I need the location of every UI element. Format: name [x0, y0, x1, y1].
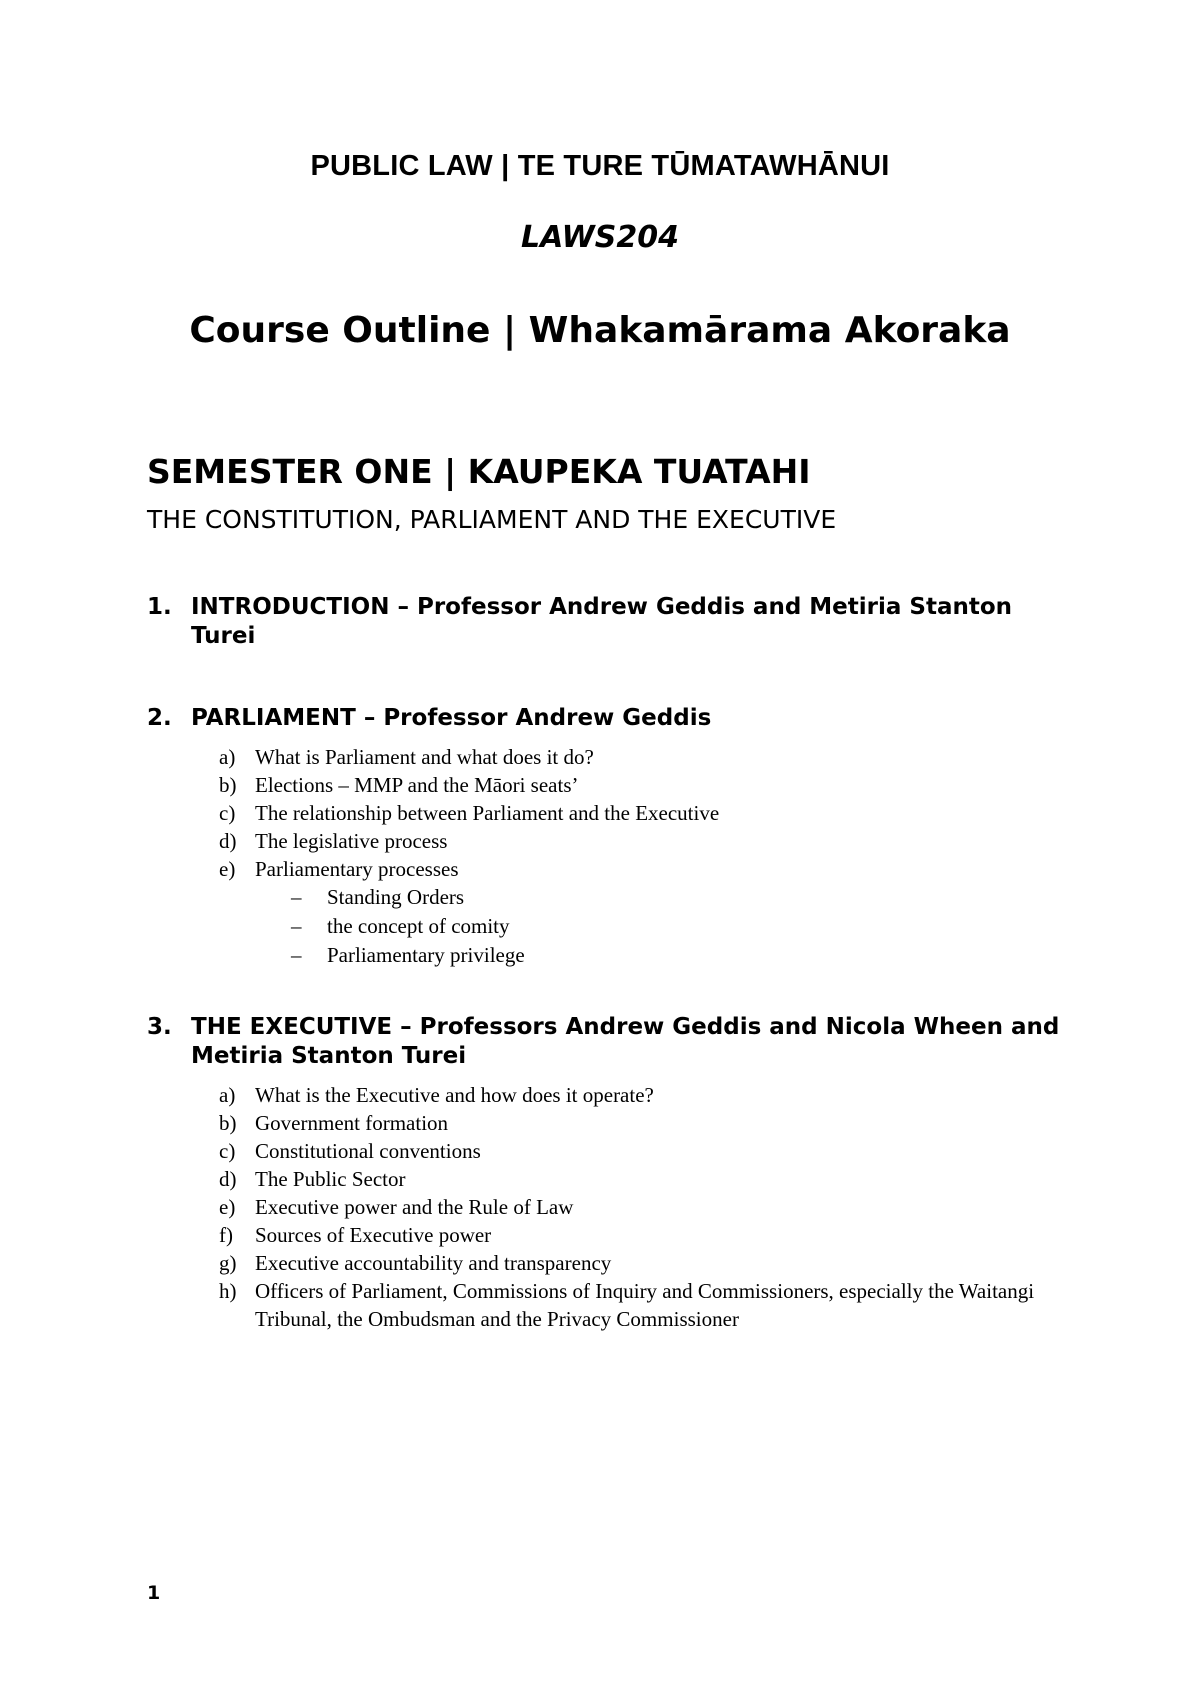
section-heading: [147, 704, 1077, 733]
semester-heading: SEMESTER ONE | KAUPEKA TUATAHI: [147, 452, 811, 491]
dash-bullet: –: [291, 943, 302, 967]
page-number: 1: [147, 1582, 161, 1604]
item-text: The relationship between Parliament and the Executive: [255, 801, 720, 825]
document-title: Course Outline | Whakamārama Akoraka: [189, 310, 1011, 351]
item-letter: e): [219, 857, 236, 881]
item-text: The legislative process: [255, 829, 448, 853]
topic-list: [147, 743, 1077, 883]
item-letter: e): [219, 1195, 236, 1219]
section-title: INTRODUCTION – Professor Andrew Geddis and Metiria Stanton Turei: [191, 594, 1013, 649]
item-text: Officers of Parliament, Commissions of Inquiry and Commissioners, especially the Waitangi Tribunal, the Ombudsman and the Privacy Commissioner: [255, 1279, 1035, 1331]
dash-bullet: –: [291, 885, 302, 909]
item-text: The Public Sector: [255, 1167, 406, 1191]
list-item: [147, 1137, 1077, 1165]
list-item: [147, 1109, 1077, 1137]
section-heading: [147, 1013, 1077, 1071]
item-letter: d): [219, 829, 237, 853]
item-letter: g): [219, 1251, 237, 1275]
section-parliament: [147, 704, 1077, 970]
item-letter: a): [219, 745, 236, 769]
item-text: Elections – MMP and the Māori seats’: [255, 773, 579, 797]
section-heading: [147, 593, 1077, 651]
section-number: 3.: [147, 1014, 172, 1040]
course-title: PUBLIC LAW | TE TURE TŪMATAWHĀNUI: [310, 150, 890, 182]
item-text: What is the Executive and how does it operate?: [255, 1083, 654, 1107]
sub-list-item: [147, 912, 1077, 941]
sub-item-text: Parliamentary privilege: [327, 943, 525, 967]
list-item: [147, 1165, 1077, 1193]
dash-bullet: –: [291, 914, 302, 938]
list-item: [147, 1221, 1077, 1249]
section-number: 2.: [147, 705, 172, 731]
section-introduction: [147, 593, 1077, 651]
section-number: 1.: [147, 594, 172, 620]
list-item: [147, 827, 1077, 855]
item-letter: h): [219, 1279, 237, 1303]
item-letter: b): [219, 773, 237, 797]
item-text: Executive accountability and transparency: [255, 1251, 612, 1275]
item-text: Parliamentary processes: [255, 857, 459, 881]
item-letter: b): [219, 1111, 237, 1135]
sub-list-item: [147, 883, 1077, 912]
item-text: Government formation: [255, 1111, 449, 1135]
list-item: [147, 1249, 1077, 1277]
item-text: What is Parliament and what does it do?: [255, 745, 594, 769]
item-text: Sources of Executive power: [255, 1223, 492, 1247]
sub-item-text: Standing Orders: [327, 885, 465, 909]
item-letter: c): [219, 1139, 236, 1163]
item-text: Executive power and the Rule of Law: [255, 1195, 574, 1219]
item-letter: d): [219, 1167, 237, 1191]
item-letter: f): [219, 1223, 233, 1247]
item-letter: a): [219, 1083, 236, 1107]
section-title: THE EXECUTIVE – Professors Andrew Geddis and Nicola Wheen and Metiria Stanton Turei: [191, 1014, 1060, 1069]
section-executive: [147, 1013, 1077, 1333]
list-item: [147, 855, 1077, 883]
list-item: [147, 1193, 1077, 1221]
item-text: Constitutional conventions: [255, 1139, 481, 1163]
item-letter: c): [219, 801, 236, 825]
topic-list: [147, 1081, 1077, 1333]
list-item: [147, 771, 1077, 799]
list-item: [147, 1081, 1077, 1109]
list-item: [147, 799, 1077, 827]
semester-subheading: THE CONSTITUTION, PARLIAMENT AND THE EXECUTIVE: [147, 505, 837, 534]
section-title: PARLIAMENT – Professor Andrew Geddis: [191, 705, 712, 731]
sub-list-item: [147, 941, 1077, 970]
list-item: [147, 1277, 1077, 1333]
subtopic-list: [147, 883, 1077, 970]
course-code: LAWS204: [520, 220, 679, 255]
sub-item-text: the concept of comity: [327, 914, 510, 938]
list-item: [147, 743, 1077, 771]
